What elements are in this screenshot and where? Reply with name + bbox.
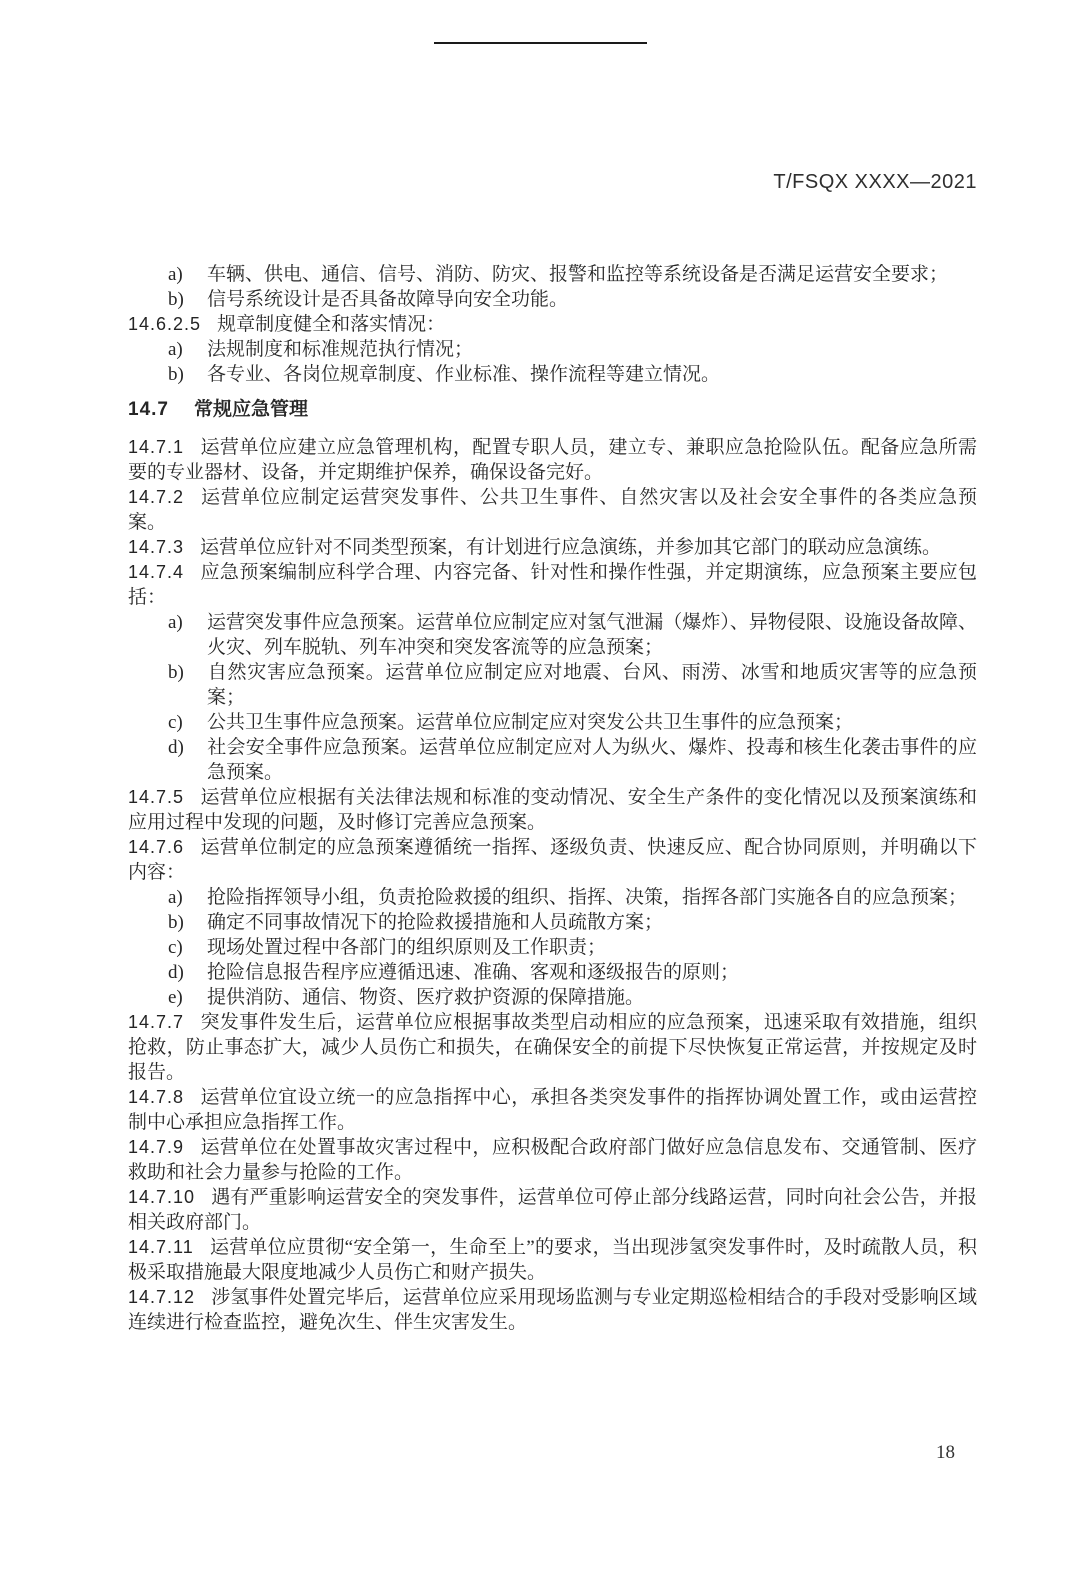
list-item: [128, 935, 977, 960]
clause-paragraph: [128, 1235, 977, 1285]
clause-number: 14.7.3: [128, 537, 185, 557]
list-item-label: b): [168, 364, 184, 385]
clause-paragraph: [128, 1135, 977, 1185]
list-item: [128, 885, 977, 910]
clause-number: 14.7.2: [128, 487, 185, 507]
list-item: [128, 262, 977, 287]
list-item: [128, 362, 977, 387]
list-item-text: 各专业、各岗位规章制度、作业标准、操作流程等建立情况。: [207, 364, 721, 385]
heading-text: 常规应急管理: [193, 399, 308, 420]
list-item-text: 法规制度和标准规范执行情况；: [207, 339, 474, 360]
list-item-text: 运营突发事件应急预案。运营单位应制定应对氢气泄漏（爆炸）、异物侵限、设施设备故障、火灾、列车脱轨、列车冲突和突发客流等的应急预案；: [207, 612, 977, 658]
list-item-text: 抢险指挥领导小组，负责抢险救援的组织、指挥、决策，指挥各部门实施各自的应急预案；: [207, 887, 968, 908]
list-item-text: 提供消防、通信、物资、医疗救护资源的保障措施。: [207, 987, 645, 1008]
end-of-text-divider: [434, 42, 647, 44]
list-item: [128, 960, 977, 985]
clause-text: 突发事件发生后，运营单位应根据事故类型启动相应的应急预案，迅速采取有效措施，组织抢救，防止事态扩大，减少人员伤亡和损失，在确保安全的前提下尽快恢复正常运营，并按规定及时报告。: [128, 1012, 977, 1083]
clause-paragraph: [128, 785, 977, 835]
list-item: [128, 287, 977, 312]
clause-paragraph: [128, 312, 977, 337]
list-item-label: a): [168, 264, 183, 285]
list-item-text: 信号系统设计是否具备故障导向安全功能。: [207, 289, 569, 310]
list-item-label: c): [168, 712, 183, 733]
clause-paragraph: [128, 1185, 977, 1235]
document-body: [128, 262, 977, 1335]
list-item: [128, 710, 977, 735]
clause-paragraph: [128, 535, 977, 560]
clause-number: 14.7.7: [128, 1012, 185, 1032]
clause-text: 运营单位在处置事故灾害过程中，应积极配合政府部门做好应急信息发布、交通管制、医疗救助和社会力量参与抢险的工作。: [128, 1137, 977, 1183]
list-item-text: 社会安全事件应急预案。运营单位应制定应对人为纵火、爆炸、投毒和核生化袭击事件的应急预案。: [207, 737, 977, 783]
list-item-label: a): [168, 612, 183, 633]
running-head: T/FSQX XXXX—2021: [773, 171, 977, 193]
clause-paragraph: [128, 1285, 977, 1335]
section-heading: [128, 397, 977, 422]
list-item-label: d): [168, 962, 184, 983]
page-number: 18: [936, 1442, 955, 1463]
clause-number: 14.6.2.5: [128, 314, 202, 334]
clause-number: 14.7.6: [128, 837, 185, 857]
clause-text: 运营单位应根据有关法律法规和标准的变动情况、安全生产条件的变化情况以及预案演练和应用过程中发现的问题，及时修订完善应急预案。: [128, 787, 977, 833]
list-item-label: e): [168, 987, 183, 1008]
list-item-text: 自然灾害应急预案。运营单位应制定应对地震、台风、雨涝、冰雪和地质灾害等的应急预案；: [207, 662, 977, 708]
list-item-text: 公共卫生事件应急预案。运营单位应制定应对突发公共卫生事件的应急预案；: [207, 712, 854, 733]
clause-number: 14.7: [128, 399, 169, 420]
list-item: [128, 660, 977, 710]
clause-paragraph: [128, 435, 977, 485]
clause-number: 14.7.10: [128, 1187, 196, 1207]
list-item-label: b): [168, 289, 184, 310]
clause-number: 14.7.12: [128, 1287, 196, 1307]
clause-paragraph: [128, 1085, 977, 1135]
list-item-label: c): [168, 937, 183, 958]
list-item-label: a): [168, 339, 183, 360]
list-item-label: b): [168, 662, 184, 683]
clause-text: 运营单位应制定运营突发事件、公共卫生事件、自然灾害以及社会安全事件的各类应急预案。: [128, 487, 977, 533]
list-item-text: 抢险信息报告程序应遵循迅速、准确、客观和逐级报告的原则；: [207, 962, 740, 983]
clause-text: 运营单位应贯彻“安全第一，生命至上”的要求，当出现涉氢突发事件时，及时疏散人员，积极采取措施最大限度地减少人员伤亡和财产损失。: [128, 1237, 977, 1283]
list-item: [128, 610, 977, 660]
clause-number: 14.7.8: [128, 1087, 185, 1107]
clause-text: 运营单位应针对不同类型预案，有计划进行应急演练，并参加其它部门的联动应急演练。: [200, 537, 942, 558]
clause-text: 规章制度健全和落实情况：: [217, 314, 446, 335]
list-item-text: 现场处置过程中各部门的组织原则及工作职责；: [207, 937, 607, 958]
list-item-label: a): [168, 887, 183, 908]
clause-paragraph: [128, 1010, 977, 1085]
list-item-text: 确定不同事故情况下的抢险救援措施和人员疏散方案；: [207, 912, 664, 933]
document-page: [0, 42, 1080, 1569]
clause-number: 14.7.4: [128, 562, 185, 582]
clause-text: 应急预案编制应科学合理、内容完备、针对性和操作性强，并定期演练，应急预案主要应包括：: [128, 562, 977, 608]
list-item-text: 车辆、供电、通信、信号、消防、防灾、报警和监控等系统设备是否满足运营安全要求；: [207, 264, 949, 285]
list-item-label: d): [168, 737, 184, 758]
clause-paragraph: [128, 485, 977, 535]
clause-text: 运营单位应建立应急管理机构，配置专职人员，建立专、兼职应急抢险队伍。配备应急所需要的专业器材、设备，并定期维护保养，确保设备完好。: [128, 437, 977, 483]
clause-text: 运营单位制定的应急预案遵循统一指挥、逐级负责、快速反应、配合协同原则，并明确以下内容：: [128, 837, 977, 883]
list-item: [128, 735, 977, 785]
list-item: [128, 910, 977, 935]
clause-number: 14.7.1: [128, 437, 185, 457]
list-item: [128, 337, 977, 362]
clause-number: 14.7.5: [128, 787, 185, 807]
clause-text: 涉氢事件处置完毕后，运营单位应采用现场监测与专业定期巡检相结合的手段对受影响区域连续进行检查监控，避免次生、伴生灾害发生。: [128, 1287, 977, 1333]
clause-paragraph: [128, 835, 977, 885]
clause-text: 遇有严重影响运营安全的突发事件，运营单位可停止部分线路运营，同时向社会公告，并报相关政府部门。: [128, 1187, 977, 1233]
list-item-label: b): [168, 912, 184, 933]
clause-number: 14.7.11: [128, 1237, 194, 1257]
list-item: [128, 985, 977, 1010]
clause-text: 运营单位宜设立统一的应急指挥中心，承担各类突发事件的指挥协调处置工作，或由运营控制中心承担应急指挥工作。: [128, 1087, 977, 1133]
clause-paragraph: [128, 560, 977, 610]
clause-number: 14.7.9: [128, 1137, 185, 1157]
